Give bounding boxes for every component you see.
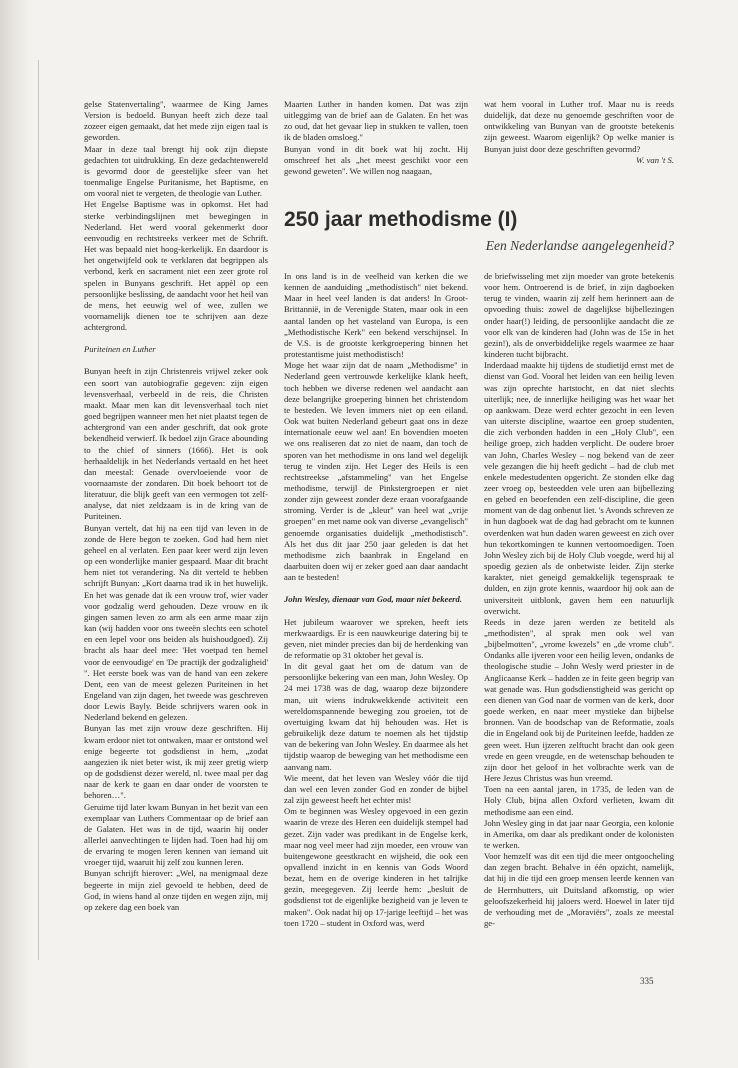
paragraph: Bunyan vertelt, dat hij na een tijd van leven in de zonde de Here begon te zoeken. God had hem niet geheel en al verlaten. Een paar keer werd zijn leven op een wonderlijke manier gespaard. Maar dit bracht hem niet tot verandering. Na dit verteld te hebben schrijft Bunyan: „Kort daarna trad ik in het huwelijk. En het was genade dat ik een vrouw trof, wier vader voor godzalig werd gehouden. Deze vrouw en ik gingen samen leven zo arm als een arme maar zijn kan (wij hadden voor ons tweeën slechts een schotel en een lepel voor ons beiden als huishoudgoed). Zij bracht als haar deel mee: 'Het voetpad ten hemel voor de eenvoudige' en 'De practijk der godzaligheid' ". Het eerste boek was van de hand van een zekere Dent, een van de meest gelezen Puriteinen in het Engeland van zijn dagen, het tweede was geschreven door Lewis Bayly. Beide schrijvers waren ook in Nederland bekend en gelezen. [84,522,268,723]
article-middle-column [284,271,468,929]
paragraph: Bunyan vond in dit boek wat hij zocht. Hij omschreef het als „het meest geschikt voor een gewond geweten". We willen nog naagaan, [284,143,468,176]
paragraph: Bunyan heeft in zijn Christenreis vrijwel zeker ook een soort van autobiografie gegeven: zijn eigen levensverhaal, verbeeld in de reis, die Christen maakt. Maar men kan dit levensverhaal toch niet goed begrijpen wanneer men het niet plaatst tegen de achtergrond van een ander geschrift, dat ook grote bekendheid verwierf. Ik bedoel zijn Grace abounding to the chief of sinners (1666). Het is ook herhaaldelijk in het Nederlands vertaald en het heet dan meestal: Genade overvloeiende voor de voornaamste der zondaren. Dit boek behoort tot de literatuur, die blijk geeft van een vermogen tot zelf-analyse, dat niet zeldzaam is in de kring van de Puriteinen. [84,366,268,522]
paragraph: wat hem vooral in Luther trof. Maar nu is reeds duidelijk, dat deze nu genoemde geschriften voor de ontwikkeling van Bunyan van de grootste betekenis zijn geweest. Waarom eigenlijk? Op welke manier is Bunyan juist door deze geschriften gevormd? [484,99,674,154]
paragraph: In ons land is in de veelheid van kerken die we kennen de aanduiding „methodistisch" niet bekend. Maar in heel veel landen is dat anders! In Groot-Brittannië, in de Verenigde Staten, maar ook in een aantal landen op het vasteland van Europa, is een „Methodistische Kerk" een bekend verschijnsel. In de V.S. is de grootste kerkgroepering binnen het protestantisme juist methodistisch! [284,271,468,360]
section-subheading: Puriteinen en Luther [84,344,156,355]
page-number: 335 [640,976,654,986]
previous-article-middle-column [284,99,468,177]
paragraph: Voor hemzelf was dit een tijd die meer ontgoocheling dan zegen bracht. Behalve in één opzicht, namelijk, dat hij in die tijd een groep mensen leerde kennen van de Herrnhutters, uit Duitsland afkomstig, op wier geloofszekerheid hij jaloers werd. Hoewel in later tijd de verhouding met de „Moraviërs", zoals ze meestal ge- [484,851,674,929]
paragraph: de briefwisseling met zijn moeder van grote betekenis voor hem. Ontroerend is de brief, in zijn dagboeken terug te vinden, waarin zij zelf hem herinnert aan de opvoeding thuis: zowel de dagelijkse bijbellezingen onder haar(!) leiding, de persoonlijke aandacht die ze voor elk van de kinderen had (John was de 15e in het gezin!), als de onverbiddelijke regels waarmee ze haar kinderen tucht bijbracht. [484,271,674,360]
paragraph: Het Engelse Baptisme was in opkomst. Het had sterke verbindingslijnen met bewegingen in Nederland. Het werd vooral gekenmerkt door eenvoudig en rechtstreeks verkeer met de Schrift. Het was bepaald niet hoog-kerkelijk. En daardoor is het ongetwijfeld ook te verklaren dat begrippen als verbond, kerk en sacrament niet een zeer grote rol spelen in Bunyans geschrift. Het appèl op een persoonlijke beslissing, de aandacht voor het heil van de mens, het eeuwig wel of wee, zullen we voornamelijk dienen toe te schrijven aan deze achtergrond. [84,199,268,333]
previous-article-right-column [484,99,674,166]
paragraph: In dit geval gaat het om de datum van de persoonlijke bekering van een man, John Wesley. Op 24 mei 1738 was de dag, waarop deze bijzondere man, uit wiens indrukwekkende activiteit een wereldomspannende beweging zou groeien, tot de overtuiging kwam dat hij behouden was. Het is gebruikelijk deze datum te noemen als het tijdstip van de bekering van John Wesley. En daarmee als het tijdstip waarop de beweging van het methodisme een aanvang nam. [284,661,468,772]
page-fold-line [38,60,39,960]
article-subtitle: Een Nederlandse aangelegenheid? [485,238,674,253]
paragraph: Moge het waar zijn dat de naam „Methodisme" in Nederland geen vertrouwde kerkelijke klank heeft, toch hebben we diverse redenen wel aandacht aan deze belangrijke groepering binnen het christendom te besteden. We leven immers niet op een eiland. Ook wat buiten Nederland gebeurt gaat ons in deze internationale eeuw wel aan! En bovendien moeten we ons realiseren dat zo niet de naam, dan toch de sporen van het methodisme in ons land wel degelijk terug te vinden zijn. Het Leger des Heils is een rechtstreekse „afstammeling" van het Engelse methodisme, terwijl de Pinkstergroepen er niet zonder zijn geweest zonder deze eraan voorafgaande stroming. Verder is de „kleur" van heel wat „vrije groepen" en met name ook van diverse „evangelisch" genoemde organisaties duidelijk „methodistisch". Als het dus dit jaar 250 jaar geleden is dat het methodisme zich baanbrak in Engeland en daarbuiten doen wij er zeker goed aan daar aandacht aan te besteden! [284,360,468,583]
author-signature: W. van 't S. [635,154,674,165]
paragraph: Geruime tijd later kwam Bunyan in het bezit van een exemplaar van Luthers Commentaar op de brief aan de Galaten. Het was in de tijd, waarin hij onder allerlei aanvechtingen te lijden had. Toen had hij om de ervaring te mogen leren kennen van iemand uit vroeger tijd, waaruit hij zelf zou kunnen leren. [84,801,268,868]
paragraph: Reeds in deze jaren werden ze betiteld als „methodisten", al sprak men ook wel van „bijbelmotten", „vrome kwezels" en „de vrome club". Ondanks alle ijveren voor een heilig leven, ondanks de theologische studie – John Wesly werd priester in de Anglicaanse Kerk – hadden ze in feite geen begrip van wat genade was. Hun godsdienstigheid was gericht op een dienen van God naar de vormen van de kerk, door goede werken, en naar meer mystieke dan bijbelse bronnen. Van de boodschap van de Reformatie, zoals die in Engeland ook bij de Puriteinen leefde, hadden ze geen weet. Hun ijzeren zelftucht bracht dan ook geen vrede en geen vreugde, en de wetenschap behouden te zijn door het geloof in het volbrachte werk van de Here Jezus Christus was hun vreemd. [484,616,674,784]
section-subheading: John Wesley, dienaar van God, maar niet bekeerd. [284,594,462,605]
paragraph: John Wesley ging in dat jaar naar Georgia, een kolonie in Amerika, om daar als predikant onder de kolonisten te werken. [484,817,674,850]
paragraph: Bunyan las met zijn vrouw deze geschriften. Hij kwam erdoor niet tot ontwaken, maar er ontstond wel enige begeerte tot godsdienst in hem, „zodat aangezien ik niet beter wist, ik mij zeer gretig wierp op de godsdienst dezer wereld, nl. twee maal per dag naar de kerk te gaan en daar onder de voorsten te behoren…". [84,723,268,801]
paragraph: Maarten Luther in handen komen. Dat was zijn uitleggimg van de brief aan de Galaten. En het was zo oud, dat het gevaar liep in stukken te vallen, toen ik de bladen omsloeg." [284,99,468,143]
paragraph: Wie meent, dat het leven van Wesley vóór die tijd dan wel een leven zonder God en zonder de bijbel zal zijn geweest heeft het echter mis! [284,772,468,806]
page-binding-edge [0,0,30,1068]
article-right-column [484,271,674,929]
paragraph: Toen na een aantal jaren, in 1735, de leden van de Holy Club, bijna allen Oxford verlieten, kwam dit methodisme aan een eind. [484,784,674,817]
previous-article-left-column [84,99,268,913]
article-title: 250 jaar methodisme (I) [284,208,518,231]
paragraph: Bunyan schrijft hierover: „Wel, na menigmaal deze begeerte in mijn ziel gevoeld te hebben, deed de God, in wiens hand al onze tijden en wegen zijn, mij op zekere dag een boek van [84,868,268,912]
paragraph: Inderdaad maakte hij tijdens de studietijd ernst met de dienst van God. Vooral het leiden van een heilig leven was zijn oprechte hartstocht, en dat niet slechts uiterlijk; nee, de innerlijke heiliging was het waar het op aankwam. Deze werd echter gezocht in een leven van uiterste discipline, waartoe een groep studenten, die zich verbonden hadden in een „Holy Club", een heilige groep, zich hadden verplicht. De oudere broer van John, Charles Wesley – nog bekend van de zeer vele gezangen die hij heeft gedicht – had de club met enkele medestudenten opgericht. Ze stonden elke dag zeer vroeg op, besteedden vele uren aan bijbellezing en gebed en beoefenden een zelf-discipline, die geen moment van de dag onbenut liet. 's Avonds schreven ze in hun dagboek wat de dag had gebracht om te kunnen overdenken wat hun daden waren geweest en zich over hun tekortkomingen te kunnen vertoomoedigen. Toen John Wesley zich bij de Holy Club voegde, werd hij al spoedig gezien als de onbetwiste leider. Zijn sterke karakter, niet geneigd gemakkelijk tegenspraak te dulden, en zijn grote kennis, waardoor hij ook aan de universiteit uitblonk, gaven hem een natuurlijk overwicht. [484,360,674,616]
paragraph: Om te beginnen was Wesley opgevoed in een gezin waarin de vreze des Heren een duidelijk stempel had gezet. Zijn vader was predikant in de Engelse kerk, maar nog veel meer had zijn moeder, een vrouw van buitengewone geestkracht en wijsheid, die ook een opvallend inzicht in en kennis van Gods Woord bezat, hem en de overige kinderen in het talrijke gezin, meegegeven. Zij leerde hem: „besluit de godsdienst tot de eigenlijke bezigheid van je leven te maken". Ook nadat hij op 17-jarige leeftijd – het was toen 1720 – student in Oxford was, werd [284,806,468,928]
paragraph: Het jubileum waarover we spreken, heeft iets merkwaardigs. Er is een nauwkeurige datering bij te geven, niet minder precies dan bij de herdenking van de reformatie op 31 oktober het geval is. [284,616,468,660]
paragraph: gelse Statenvertaling", waarmee de King James Version is bedoeld. Bunyan heeft zich deze taal zozeer eigen gemaakt, dat het mede zijn eigen taal is geworden. [84,99,268,143]
paragraph: Maar in deze taal brengt hij ook zijn diepste gedachten tot uitdrukking. En deze gedachtenwereld is gevormd door de geestelijke sfeer van het toenmalige Engelse Puritanisme, het Baptisme, en om vooral niet te vergeten, de theologie van Luther. [84,143,268,199]
